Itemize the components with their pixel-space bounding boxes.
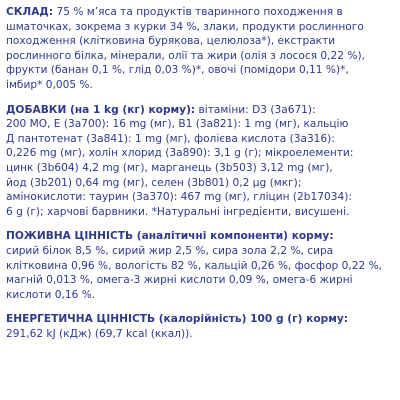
energy-text: 291,62 kJ (кДж) (69,7 kcal (ккал)). — [6, 327, 193, 340]
additives-text: 6 g (г); харчові барвники. *Натуральні інгредієнти, висушені. — [6, 205, 350, 218]
composition-text: походження (клітковина бурякова, целюлоза*), екстракти — [6, 35, 336, 48]
composition-line-1 — [6, 5, 388, 20]
additives-heading: ДОБАВКИ (на 1 kg (кг) корму): — [6, 103, 196, 116]
composition-text: імбир* 0,005 %. — [6, 78, 93, 91]
nutrition-text: магній 0,013 %, омега-3 жирні кислоти 0,09 %, омега-6 жирні — [6, 274, 353, 287]
nutrition-text: кислоти 0,16 %. — [6, 288, 96, 301]
additives-text: 200 МО, Е (3a700): 16 mg (мг), B1 (3a821): 1 mg (мг), кальцію — [6, 118, 349, 131]
composition-text: 75 % м’яса та продуктів тваринного походження в — [53, 6, 343, 18]
nutrition-heading: ПОЖИВНА ЦІННІСТЬ (аналітичні компоненти) корму: — [6, 230, 334, 243]
nutrition-text: сирий білок 8,5 %, сирий жир 2,5 %, сира зола 2,2 %, сира — [6, 244, 334, 257]
composition-text: шматочках, зокрема з курки 34 %, злаки, продукти рослинного — [6, 20, 364, 33]
additives-line-1 — [6, 103, 388, 118]
additives-text: цинк (3b604) 4,2 mg (мг), марганець (3b503) 3,12 mg (мг), — [6, 161, 333, 174]
additives-text: амінокислоти: таурин (3a370): 467 mg (мг), гліцин (2b17034): — [6, 191, 352, 204]
nutrition-section — [6, 229, 388, 302]
additives-text: йод (3b201) 0,64 mg (мг), селен (3b801) 0,2 µg (мкг); — [6, 176, 302, 189]
nutrition-text: клітковина 0,96 %, вологість 82 %, кальцій 0,26 %, фосфор 0,22 %, — [6, 259, 383, 272]
additives-text: 0,226 mg (мг), холін хлорид (3a890): 3,1 g (г); мікроелементи: — [6, 147, 354, 160]
composition-heading: СКЛАД: — [6, 6, 54, 18]
additives-text: вітаміни: D3 (3a671): — [195, 103, 316, 116]
additives-text: Д пантотенат (3a841): 1 mg (мг), фолієва кислота (3a316): — [6, 132, 335, 145]
composition-section — [6, 5, 388, 93]
energy-section — [6, 312, 388, 341]
additives-section — [6, 103, 388, 220]
composition-text: фрукти (банан 0,1 %, глід 0,03 %)*, овочі (помідори 0,11 %)*, — [6, 64, 349, 77]
energy-heading: ЕНЕРГЕТИЧНА ЦІННІСТЬ (калорійність) 100 g (г) корму: — [6, 313, 348, 326]
composition-text: рослинного білка, мінерали, олії та жири (олія з лосося 0,22 %), — [6, 49, 365, 62]
